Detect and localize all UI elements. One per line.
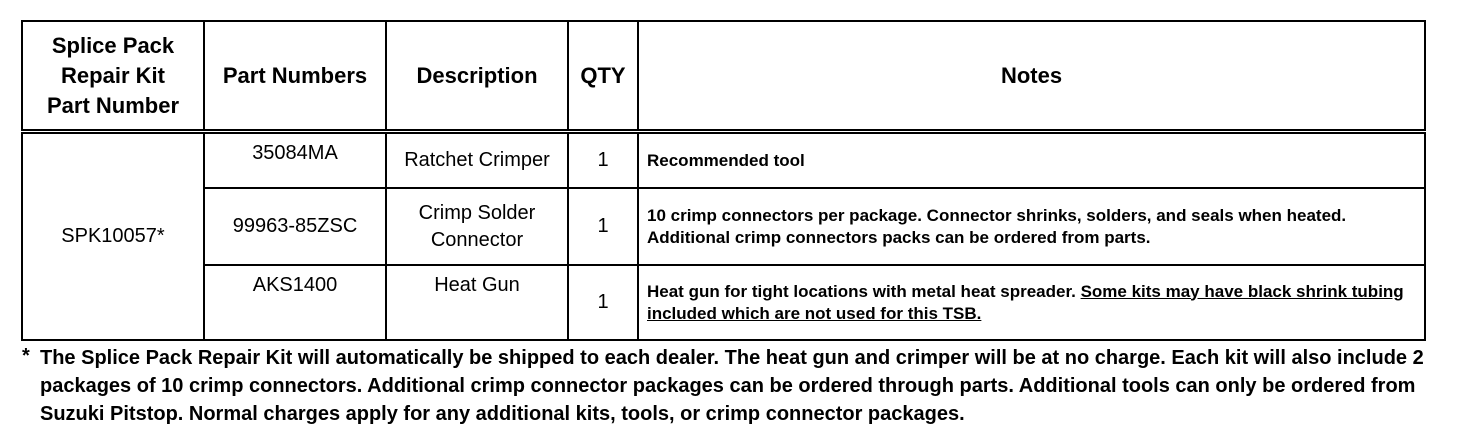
part-number-cell: 99963-85ZSC [204, 188, 386, 265]
table-row [22, 265, 1425, 340]
kit-part-number: SPK10057* [22, 132, 204, 341]
notes-cell [638, 132, 1425, 189]
parts-table [21, 20, 1426, 341]
notes-text: Recommended tool [647, 150, 805, 170]
description-cell: Heat Gun [386, 265, 568, 340]
qty-cell: 1 [568, 132, 638, 189]
part-number-cell: AKS1400 [204, 265, 386, 340]
notes-text: Heat gun for tight locations with metal heat spreader. [647, 281, 1081, 301]
header-description: Description [386, 21, 568, 132]
footnote-text: The Splice Pack Repair Kit will automatically be shipped to each dealer. The heat gun and crimper will be at no charge. Each kit will also include 2 packages of 10 crimp connectors. Additional crimp connector packages can be ordered through parts. Additional tools can only be ordered from Suzuki Pitstop. Normal charges apply for any additional kits, tools, or crimp connector packages. [40, 347, 1424, 425]
notes-text: 10 crimp connectors per package. Connector shrinks, solders, and seals when heated. Additional crimp connectors packs can be ordered from parts. [647, 205, 1347, 247]
notes-cell [638, 188, 1425, 265]
description-cell: Crimp Solder Connector [386, 188, 568, 265]
table-header-row [22, 21, 1425, 132]
qty-cell: 1 [568, 188, 638, 265]
table-row [22, 188, 1425, 265]
description-cell: Ratchet Crimper [386, 132, 568, 189]
qty-cell: 1 [568, 265, 638, 340]
header-notes: Notes [638, 21, 1425, 132]
header-qty: QTY [568, 21, 638, 132]
header-part-numbers: Part Numbers [204, 21, 386, 132]
footnote [22, 344, 1442, 428]
part-number-cell: 35084MA [204, 132, 386, 189]
header-kit-part-number: Splice Pack Repair Kit Part Number [22, 21, 204, 132]
footnote-marker: * [22, 345, 30, 367]
table-row [22, 132, 1425, 189]
notes-cell [638, 265, 1425, 340]
notes-underlined-text: Some kits may have black shrink tubing included which are not used for this TSB. [647, 281, 1404, 323]
